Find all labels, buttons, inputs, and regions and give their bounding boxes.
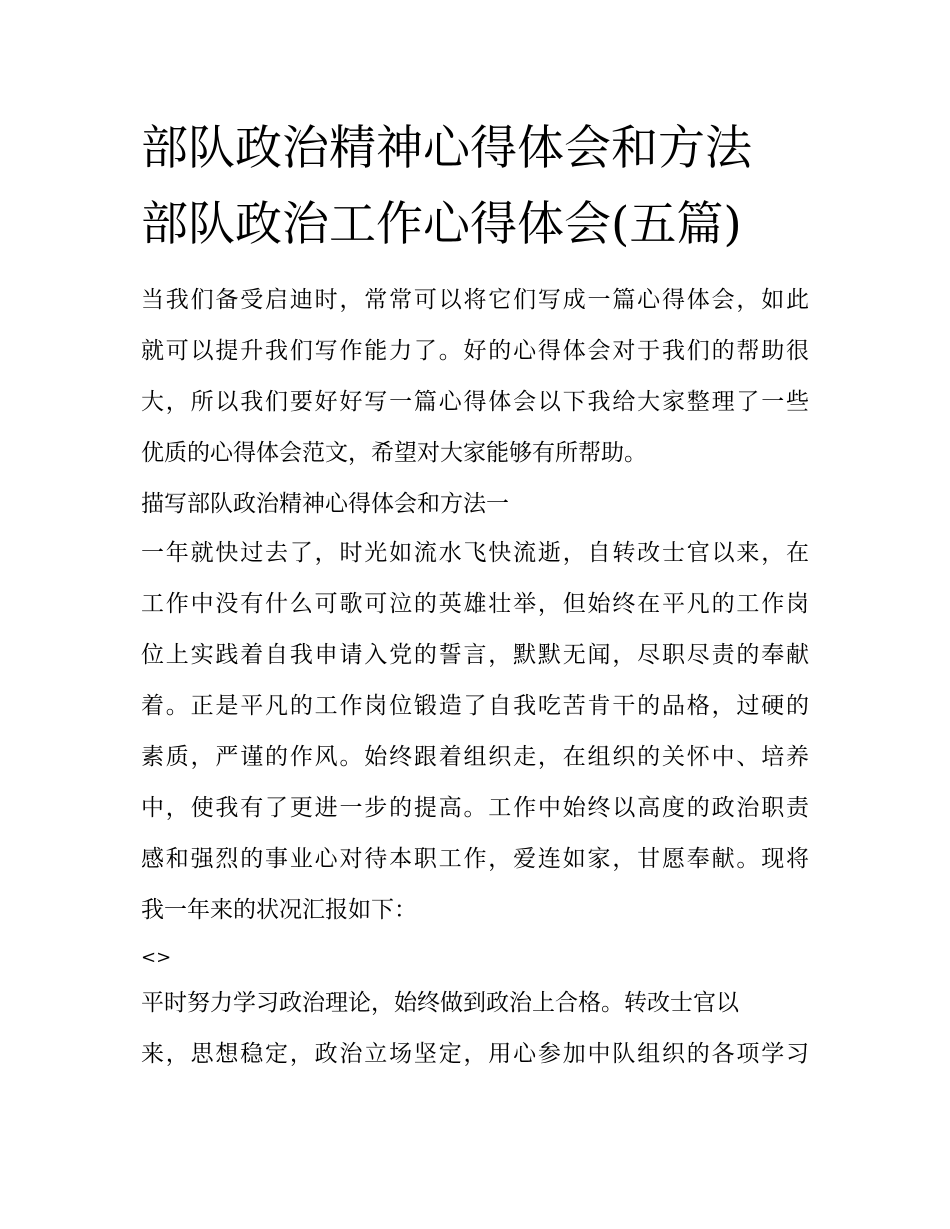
body-line-3: 位上实践着自我申请入党的誓言，默默无闻，尽职尽责的奉献 [141,642,809,668]
body2-line-2: 来，思想稳定，政治立场坚定，用心参加中队组织的各项学习 [141,1041,809,1067]
body-line-8: 我一年来的状况汇报如下： [141,897,417,923]
body-line-6: 中，使我有了更进一步的提高。工作中始终以高度的政治职责 [141,795,809,821]
body-line-7: 感和强烈的事业心对待本职工作，爱连如家，甘愿奉献。现将 [141,846,809,872]
intro-line-2: 就可以提升我们写作能力了。好的心得体会对于我们的帮助很 [141,338,809,364]
body2-line-1: 平时努力学习政治理论，始终做到政治上合格。转改士官以 [141,990,739,1016]
section-marker: <> [141,947,172,968]
document-title-line-1: 部队政治精神心得体会和方法 [141,121,752,176]
intro-line-4: 优质的心得体会范文，希望对大家能够有所帮助。 [141,440,647,466]
intro-line-3: 大，所以我们要好好写一篇心得体会以下我给大家整理了一些 [141,389,809,415]
body-line-1: 一年就快过去了，时光如流水飞快流逝，自转改士官以来，在 [141,540,809,566]
intro-line-1: 当我们备受启迪时，常常可以将它们写成一篇心得体会，如此 [141,287,809,313]
body-line-4: 着。正是平凡的工作岗位锻造了自我吃苦肯干的品格，过硬的 [141,693,809,719]
document-title-line-2: 部队政治工作心得体会(五篇) [141,197,742,252]
body-line-2: 工作中没有什么可歌可泣的英雄壮举，但始终在平凡的工作岗 [141,591,809,617]
body-line-5: 素质，严谨的作风。始终跟着组织走，在组织的关怀中、培养 [141,744,809,770]
section-heading: 描写部队政治精神心得体会和方法一 [141,491,509,517]
